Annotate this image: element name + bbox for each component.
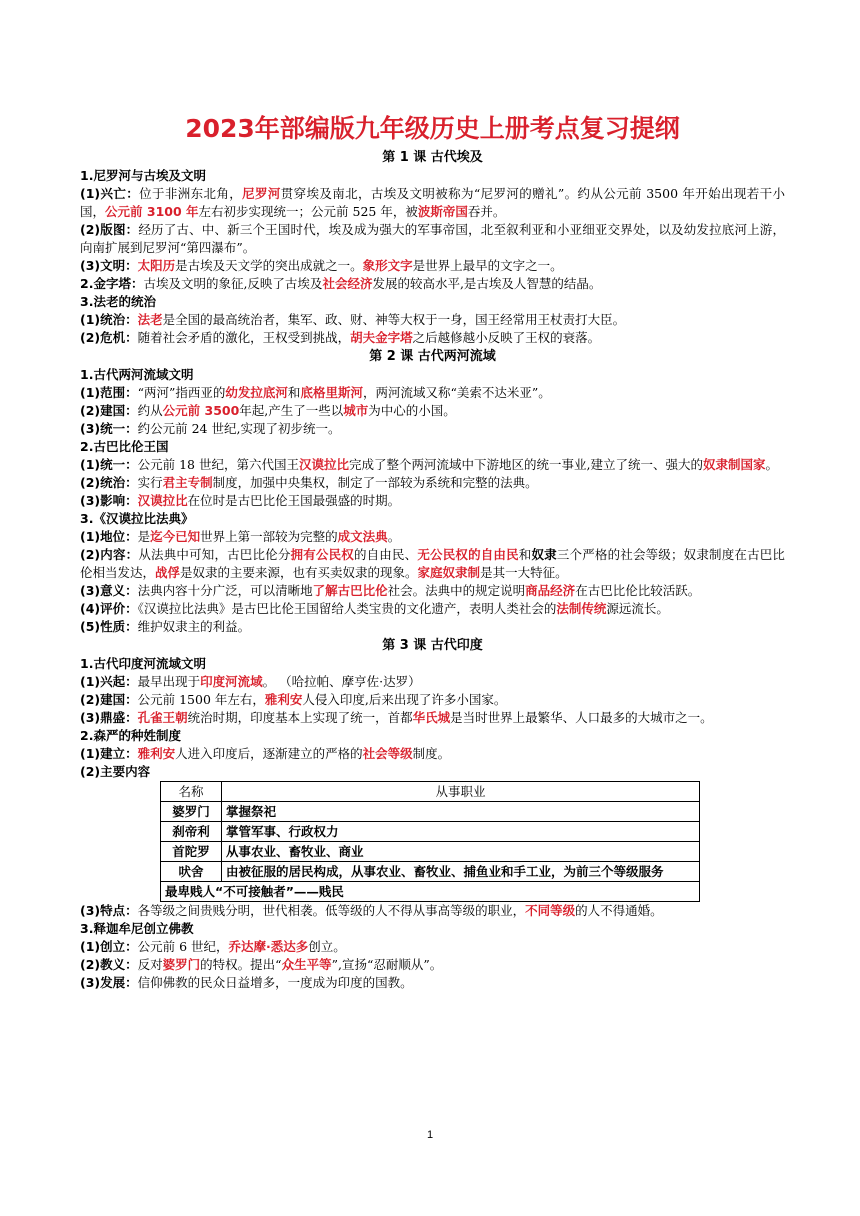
- section-heading: 1.尼罗河与古埃及文明: [80, 168, 206, 183]
- key-term: 城市: [343, 403, 369, 418]
- paragraph: [80, 938, 785, 956]
- text-run: 公元前 6 世纪，: [137, 939, 229, 954]
- occupation-cell: 由被征服的居民构成，从事农业、畜牧业、捕鱼业和手工业，为前三个等级服务: [222, 862, 700, 882]
- item-label: (2)危机：: [80, 330, 138, 345]
- key-term: 公元前 3500: [162, 403, 240, 418]
- key-term: 雅利安: [137, 746, 176, 761]
- key-term: 拥有公民权: [290, 547, 354, 562]
- item-label: (1)范围：: [80, 385, 138, 400]
- occupation-cell: 掌管军事、行政权力: [222, 822, 700, 842]
- paragraph: [80, 528, 785, 546]
- paragraph: [80, 956, 785, 974]
- text-run: 年起,产生了一些以: [239, 403, 344, 418]
- text-run: 随着社会矛盾的激化，王权受到挑战，: [137, 330, 351, 345]
- item-label: (2)版图：: [80, 222, 139, 237]
- key-term: 君主专制: [162, 475, 213, 490]
- item-label: (1)兴起：: [80, 674, 138, 689]
- paragraph: [80, 600, 785, 618]
- text-run: 公元前 18 世纪，第六代国王: [137, 457, 299, 472]
- text-run: 维护奴隶主的利益。: [137, 619, 251, 634]
- text-run: 是: [137, 529, 151, 544]
- table-row: [161, 822, 700, 842]
- text-run: 制度，加强中央集权，制定了一部较为系统和完整的法典。: [212, 475, 538, 490]
- section-heading: 1.古代两河流域文明: [80, 367, 194, 382]
- item-label: (2)建国：: [80, 692, 138, 707]
- text-run: 最早出现于: [137, 674, 201, 689]
- item-label: (4)评价：: [80, 601, 138, 616]
- text-run: 法典内容十分广泛，可以清晰地: [137, 583, 313, 598]
- section-heading: 3.《汉谟拉比法典》: [80, 511, 194, 526]
- text-run: 是全国的最高统治者，集军、政、财、神等大权于一身，国王经常用王杖责打大臣。: [162, 312, 626, 327]
- text-run: ，两河流域又称“美索不达米亚”。: [362, 385, 551, 400]
- paragraph: [80, 420, 785, 438]
- text-run: 实行: [137, 475, 163, 490]
- key-term: 婆罗门: [162, 957, 201, 972]
- key-term: 家庭奴隶制: [417, 565, 481, 580]
- paragraph: [80, 691, 785, 709]
- document-body: [80, 148, 785, 992]
- text-run: 约公元前 24 世纪,实现了初步统一。: [137, 421, 341, 436]
- key-term: 太阳历: [137, 258, 176, 273]
- page-number: 1: [426, 1129, 434, 1141]
- item-label: (3)意义：: [80, 583, 138, 598]
- item-label: (2)内容：: [80, 547, 139, 562]
- key-term: 社会等级: [362, 746, 413, 761]
- key-term: 成文法典: [337, 529, 388, 544]
- text-run: 是其一大特征。: [480, 565, 568, 580]
- bold-term: 奴隶: [531, 547, 557, 562]
- item-label: (3)文明：: [80, 258, 138, 273]
- text-run: 是奴隶的主要来源，也有买卖奴隶的现象。: [180, 565, 418, 580]
- text-run: 的自由民、: [353, 547, 418, 562]
- text-run: 贯穿埃及南北，古埃及文明被称为“尼罗河的赠礼”。约从公元前 3500 年开始出现若干小国，: [80, 186, 785, 219]
- key-term: 法老: [137, 312, 163, 327]
- paragraph: [80, 329, 785, 347]
- table-footer-row: [161, 882, 700, 902]
- section-heading: 3.释迦牟尼创立佛教: [80, 921, 194, 936]
- item-label: 2.金字塔：: [80, 276, 144, 291]
- key-term: 汉谟拉比: [137, 493, 188, 508]
- item-label: (1)统治：: [80, 312, 138, 327]
- paragraph: [80, 745, 785, 763]
- key-term: 无公民权的自由民: [417, 547, 519, 562]
- paragraph: [80, 902, 785, 920]
- text-run: 发展的较高水平,是古埃及人智慧的结晶。: [372, 276, 602, 291]
- text-run: 《汉谟拉比法典》是古巴比伦王国留给人类宝贵的文化遗产，表明人类社会的: [137, 601, 557, 616]
- text-run: 和: [518, 547, 532, 562]
- lesson-title: 第 2 课 古代两河流域: [369, 349, 496, 364]
- item-label: (3)特点：: [80, 903, 138, 918]
- table-row: [161, 862, 700, 882]
- item-label: (5)性质：: [80, 619, 138, 634]
- key-term: 迄今已知: [150, 529, 201, 544]
- key-term: 不同等级: [525, 903, 576, 918]
- key-term: 社会经济: [322, 276, 373, 291]
- document-page: [80, 112, 785, 992]
- text-run: 。: [765, 457, 779, 472]
- text-run: 左右初步实现统一；公元前 525 年，被: [198, 204, 418, 219]
- section-heading: 3.法老的统治: [80, 294, 156, 309]
- table-row: [161, 802, 700, 822]
- text-run: 信仰佛教的民众日益增多，一度成为印度的国教。: [137, 975, 413, 990]
- paragraph: [80, 546, 785, 582]
- text-run: 人进入印度后，逐渐建立的严格的: [175, 746, 363, 761]
- key-term: 象形文字: [362, 258, 413, 273]
- text-run: 为中心的小国。: [368, 403, 456, 418]
- text-run: 古埃及文明的象征,反映了古埃及: [143, 276, 323, 291]
- key-term: 尼罗河: [242, 186, 281, 201]
- key-term: 波斯帝国: [417, 204, 468, 219]
- paragraph: [80, 709, 785, 727]
- key-term: 汉谟拉比: [298, 457, 349, 472]
- key-term: 华氏城: [412, 710, 451, 725]
- text-run: 吞并。: [467, 204, 506, 219]
- key-term: 了解古巴比伦: [312, 583, 388, 598]
- text-run: 在位时是古巴比伦王国最强盛的时期。: [187, 493, 401, 508]
- text-run: 。 （哈拉帕、摩亨佐·达罗）: [262, 674, 421, 689]
- text-run: 完成了整个两河流域中下游地区的统一事业,建立了统一、强大的: [349, 457, 703, 472]
- paragraph: [80, 582, 785, 600]
- lesson-title: 第 3 课 古代印度: [382, 638, 483, 653]
- paragraph: [80, 185, 785, 221]
- key-term: 孔雀王朝: [137, 710, 188, 725]
- paragraph: [80, 221, 785, 257]
- key-term: 乔达摩·悉达多: [228, 939, 309, 954]
- item-label: (2)建国：: [80, 403, 138, 418]
- item-label: (2)统治：: [80, 475, 138, 490]
- text-run: 各等级之间贵贱分明，世代相袭。低等级的人不得从事高等级的职业，: [137, 903, 526, 918]
- key-term: 众生平等: [281, 957, 332, 972]
- caste-name-cell: 婆罗门: [161, 802, 222, 822]
- section-heading: (2)主要内容: [80, 764, 151, 779]
- occupation-cell: 掌握祭祀: [222, 802, 700, 822]
- table-header-cell: 从事职业: [222, 782, 700, 802]
- caste-name-cell: 首陀罗: [161, 842, 222, 862]
- text-run: 公元前 1500 年左右，: [137, 692, 265, 707]
- text-run: ”,宣扬“忍耐顺从”。: [331, 957, 443, 972]
- section-heading: 1.古代印度河流域文明: [80, 656, 206, 671]
- paragraph: [80, 402, 785, 420]
- paragraph: [80, 257, 785, 275]
- key-term: 奴隶制国家: [702, 457, 766, 472]
- text-run: 反对: [137, 957, 163, 972]
- paragraph: [80, 275, 785, 293]
- caste-name-cell: 吠舍: [161, 862, 222, 882]
- item-label: (1)创立：: [80, 939, 138, 954]
- text-run: 位于非洲东北角，: [139, 186, 243, 201]
- caste-table: [160, 781, 700, 902]
- key-term: 幼发拉底河: [225, 385, 288, 400]
- table-header-row: [161, 782, 700, 802]
- text-run: 在古巴比伦比较活跃。: [575, 583, 701, 598]
- key-term: 胡夫金字塔: [350, 330, 413, 345]
- text-run: 创立。: [308, 939, 346, 954]
- text-run: 是当时世界上最繁华、人口最多的大城市之一。: [450, 710, 713, 725]
- lesson-title: 第 1 课 古代埃及: [382, 150, 483, 165]
- text-run: 人侵入印度,后来出现了许多小国家。: [302, 692, 507, 707]
- text-run: 和: [287, 385, 301, 400]
- item-label: (2)教义：: [80, 957, 138, 972]
- item-label: (3)发展：: [80, 975, 138, 990]
- text-run: “两河”指西亚的: [137, 385, 226, 400]
- text-run: 。: [387, 529, 401, 544]
- caste-name-cell: 刹帝利: [161, 822, 222, 842]
- text-run: 之后越修越小反映了王权的衰落。: [412, 330, 601, 345]
- item-label: (1)兴亡：: [80, 186, 140, 201]
- key-term: 雅利安: [264, 692, 303, 707]
- paragraph: [80, 618, 785, 636]
- key-term: 公元前 3100 年: [105, 204, 199, 219]
- text-run: 约从: [137, 403, 163, 418]
- table-header-cell: 名称: [161, 782, 222, 802]
- document-title: 2023年部编版九年级历史上册考点复习提纲: [185, 114, 680, 143]
- text-run: 的特权。提出“: [200, 957, 282, 972]
- key-term: 底格里斯河: [300, 385, 363, 400]
- item-label: (1)统一：: [80, 457, 138, 472]
- paragraph: [80, 673, 785, 691]
- text-run: 社会。法典中的规定说明: [387, 583, 526, 598]
- item-label: (1)建立：: [80, 746, 138, 761]
- key-term: 商品经济: [525, 583, 576, 598]
- text-run: 是世界上最早的文字之一。: [412, 258, 563, 273]
- outcaste-cell: 最卑贱人“不可接触者”——贱民: [161, 882, 700, 902]
- item-label: (3)统一：: [80, 421, 138, 436]
- text-run: 是古埃及天文学的突出成就之一。: [175, 258, 363, 273]
- paragraph: [80, 474, 785, 492]
- key-term: 印度河流域: [200, 674, 263, 689]
- item-label: (1)地位：: [80, 529, 138, 544]
- paragraph: [80, 311, 785, 329]
- text-run: 世界上第一部较为完整的: [200, 529, 338, 544]
- paragraph: [80, 974, 785, 992]
- paragraph: [80, 492, 785, 510]
- item-label: (3)影响：: [80, 493, 138, 508]
- text-run: 从法典中可知，古巴比伦分: [138, 547, 291, 562]
- item-label: (3)鼎盛：: [80, 710, 138, 725]
- section-heading: 2.古巴比伦王国: [80, 439, 169, 454]
- text-run: 统治时期，印度基本上实现了统一，首都: [187, 710, 413, 725]
- text-run: 制度。: [412, 746, 451, 761]
- occupation-cell: 从事农业、畜牧业、商业: [222, 842, 700, 862]
- section-heading: 2.森严的种姓制度: [80, 728, 181, 743]
- text-run: 三个严格的社会等级；奴隶制度在古巴比伦相当发达，: [80, 547, 785, 580]
- paragraph: [80, 456, 785, 474]
- table-row: [161, 842, 700, 862]
- key-term: 战俘: [155, 565, 181, 580]
- text-run: 经历了古、中、新三个王国时代，埃及成为强大的军事帝国，北至叙利亚和小亚细亚交界处，以及幼发拉底河上游，向南扩展到尼罗河“第四瀑布”。: [80, 222, 785, 255]
- text-run: 源远流长。: [606, 601, 669, 616]
- key-term: 法制传统: [556, 601, 607, 616]
- paragraph: [80, 384, 785, 402]
- text-run: 的人不得通婚。: [575, 903, 663, 918]
